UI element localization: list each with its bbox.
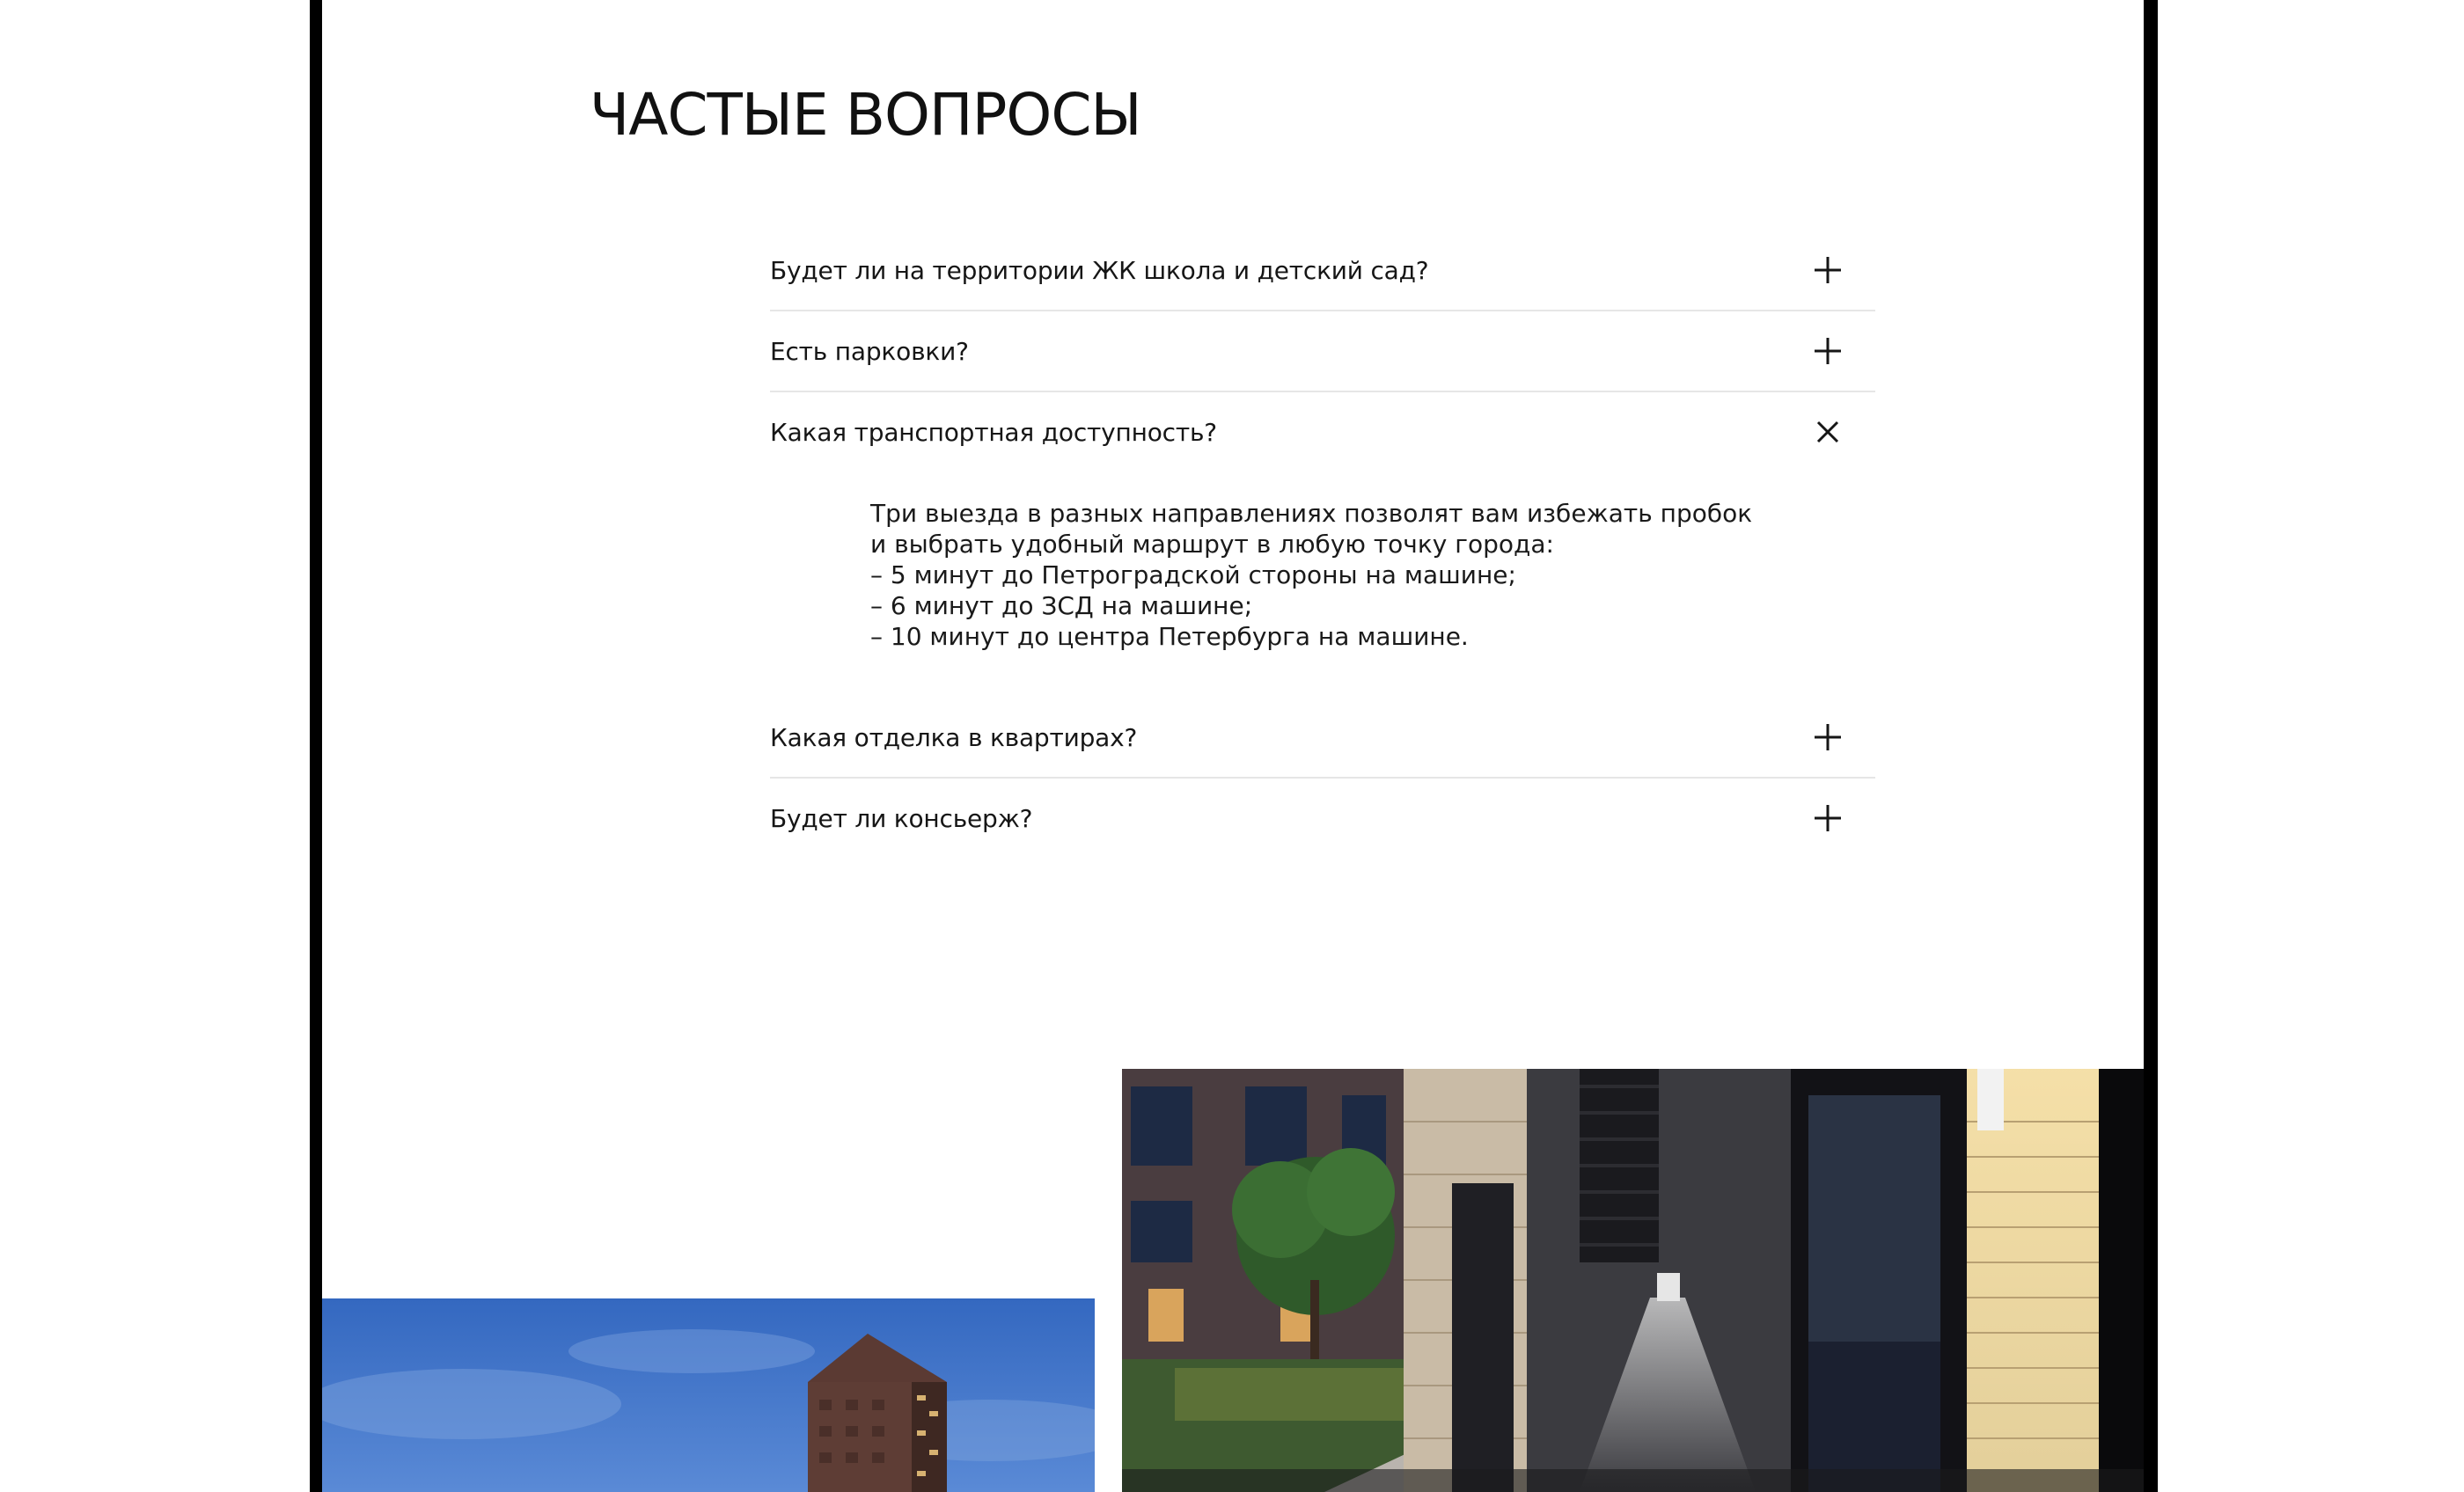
faq-question-parking[interactable]	[770, 311, 1875, 391]
faq-question-transport[interactable]	[770, 392, 1875, 472]
faq-answer-line: – 5 минут до Петроградской стороны на машине;	[870, 560, 1516, 589]
faq-answer-line: Три выезда в разных направлениях позволят вам избежать пробок	[870, 499, 1753, 528]
faq-answer-transport	[770, 472, 1875, 698]
plus-icon[interactable]	[1812, 254, 1844, 286]
faq-answer-line: – 6 минут до ЗСД на машине;	[870, 591, 1253, 620]
faq-answer-line: – 10 минут до центра Петербурга на машине.	[870, 622, 1469, 651]
faq-question-text: Какая отделка в квартирах?	[770, 722, 1138, 752]
faq-question-text: Есть парковки?	[770, 336, 969, 366]
faq-question-text: Будет ли консьерж?	[770, 803, 1033, 833]
faq-item-concierge	[770, 779, 1875, 858]
faq-item-finishing	[770, 698, 1875, 779]
faq-question-school[interactable]	[770, 230, 1875, 310]
faq-question-concierge[interactable]	[770, 779, 1875, 858]
faq-item-transport	[770, 392, 1875, 698]
photo-building-sky	[322, 1298, 1095, 1492]
faq-question-finishing[interactable]	[770, 698, 1875, 777]
plus-icon[interactable]	[1812, 335, 1844, 367]
photo-courtyard-night	[1122, 1069, 2144, 1492]
faq-title: ЧАСТЫЕ ВОПРОСЫ	[590, 81, 1141, 149]
close-icon[interactable]	[1812, 416, 1844, 448]
faq-question-text: Будет ли на территории ЖК школа и детский сад?	[770, 255, 1429, 285]
faq-item-school	[770, 230, 1875, 311]
plus-icon[interactable]	[1812, 802, 1844, 834]
faq-item-parking	[770, 311, 1875, 392]
faq-question-text: Какая транспортная доступность?	[770, 417, 1217, 447]
faq-list	[770, 230, 1875, 858]
plus-icon[interactable]	[1812, 721, 1844, 753]
faq-answer-line: и выбрать удобный маршрут в любую точку города:	[870, 530, 1554, 559]
